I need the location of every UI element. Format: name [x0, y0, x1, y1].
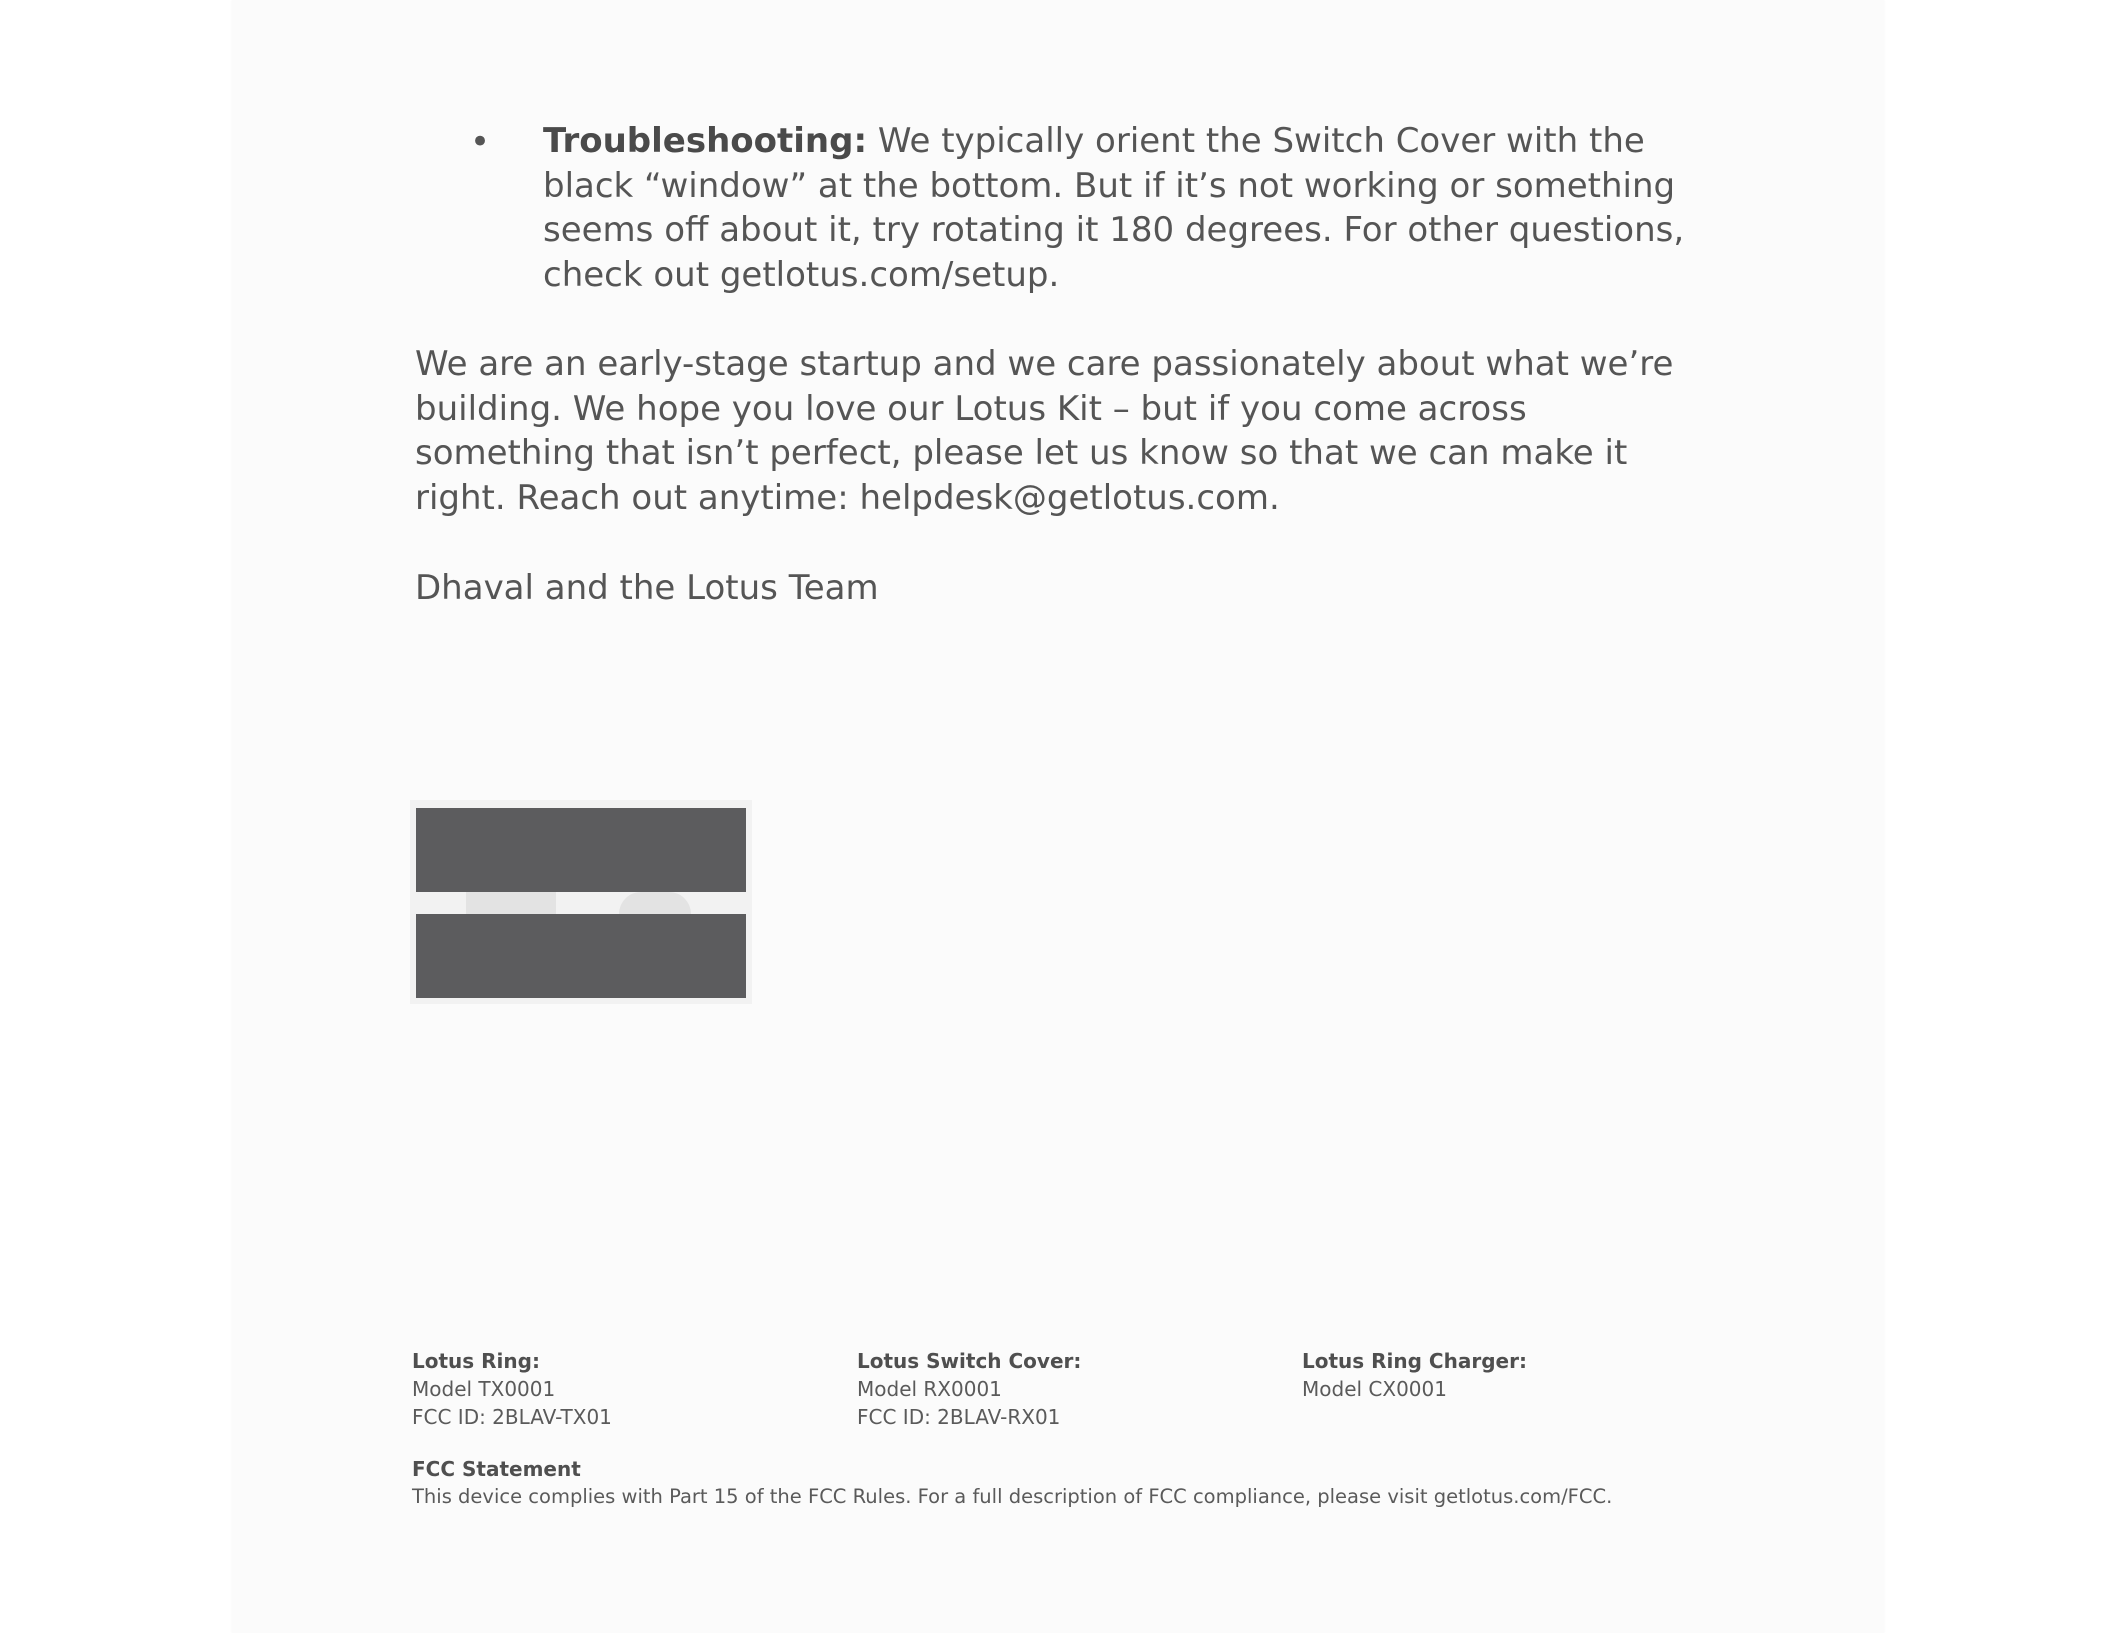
device-info-lotus-ring — [412, 1347, 612, 1431]
switch-cover-sample-image — [414, 804, 748, 1000]
device-name: Lotus Ring Charger: — [1302, 1349, 1527, 1373]
device-fcc-id: FCC ID: 2BLAV-RX01 — [857, 1405, 1061, 1429]
bullet-point: • — [470, 122, 491, 162]
device-info-ring-charger — [1302, 1347, 1527, 1403]
device-fcc-id: FCC ID: 2BLAV-TX01 — [412, 1405, 612, 1429]
troubleshooting-text: We typically orient the Switch Cover with the black “window” at the bottom. But if it’s not working or something seems off about it, try rotating it 180 degrees. For other questions, check out getlotus.com/setup. — [543, 121, 1685, 295]
fcc-statement-title: FCC Statement — [412, 1457, 581, 1481]
startup-message-paragraph: We are an early-stage startup and we care passionately about what we’re building. We hope you love our Lotus Kit – but if you come across something that isn’t perfect, please let us know so that we can make it right. Reach out anytime: helpdesk@getlotus.com. — [415, 344, 1674, 518]
fcc-statement — [412, 1455, 1612, 1511]
device-name: Lotus Ring: — [412, 1349, 540, 1373]
device-model: Model CX0001 — [1302, 1377, 1447, 1401]
device-info-switch-cover — [857, 1347, 1081, 1431]
device-model: Model TX0001 — [412, 1377, 556, 1401]
sample-bar-bottom — [416, 914, 746, 998]
fcc-statement-text: This device complies with Part 15 of the FCC Rules. For a full description of FCC compliance, please visit getlotus.com/FCC. — [412, 1485, 1613, 1508]
sample-bar-top — [416, 808, 746, 892]
device-model: Model RX0001 — [857, 1377, 1002, 1401]
sample-gap-shape — [619, 892, 691, 914]
troubleshooting-note — [543, 119, 1713, 297]
sample-gap-shape — [466, 892, 556, 914]
signoff: Dhaval and the Lotus Team — [415, 568, 879, 608]
device-name: Lotus Switch Cover: — [857, 1349, 1082, 1373]
troubleshooting-label: Troubleshooting: — [543, 121, 868, 161]
